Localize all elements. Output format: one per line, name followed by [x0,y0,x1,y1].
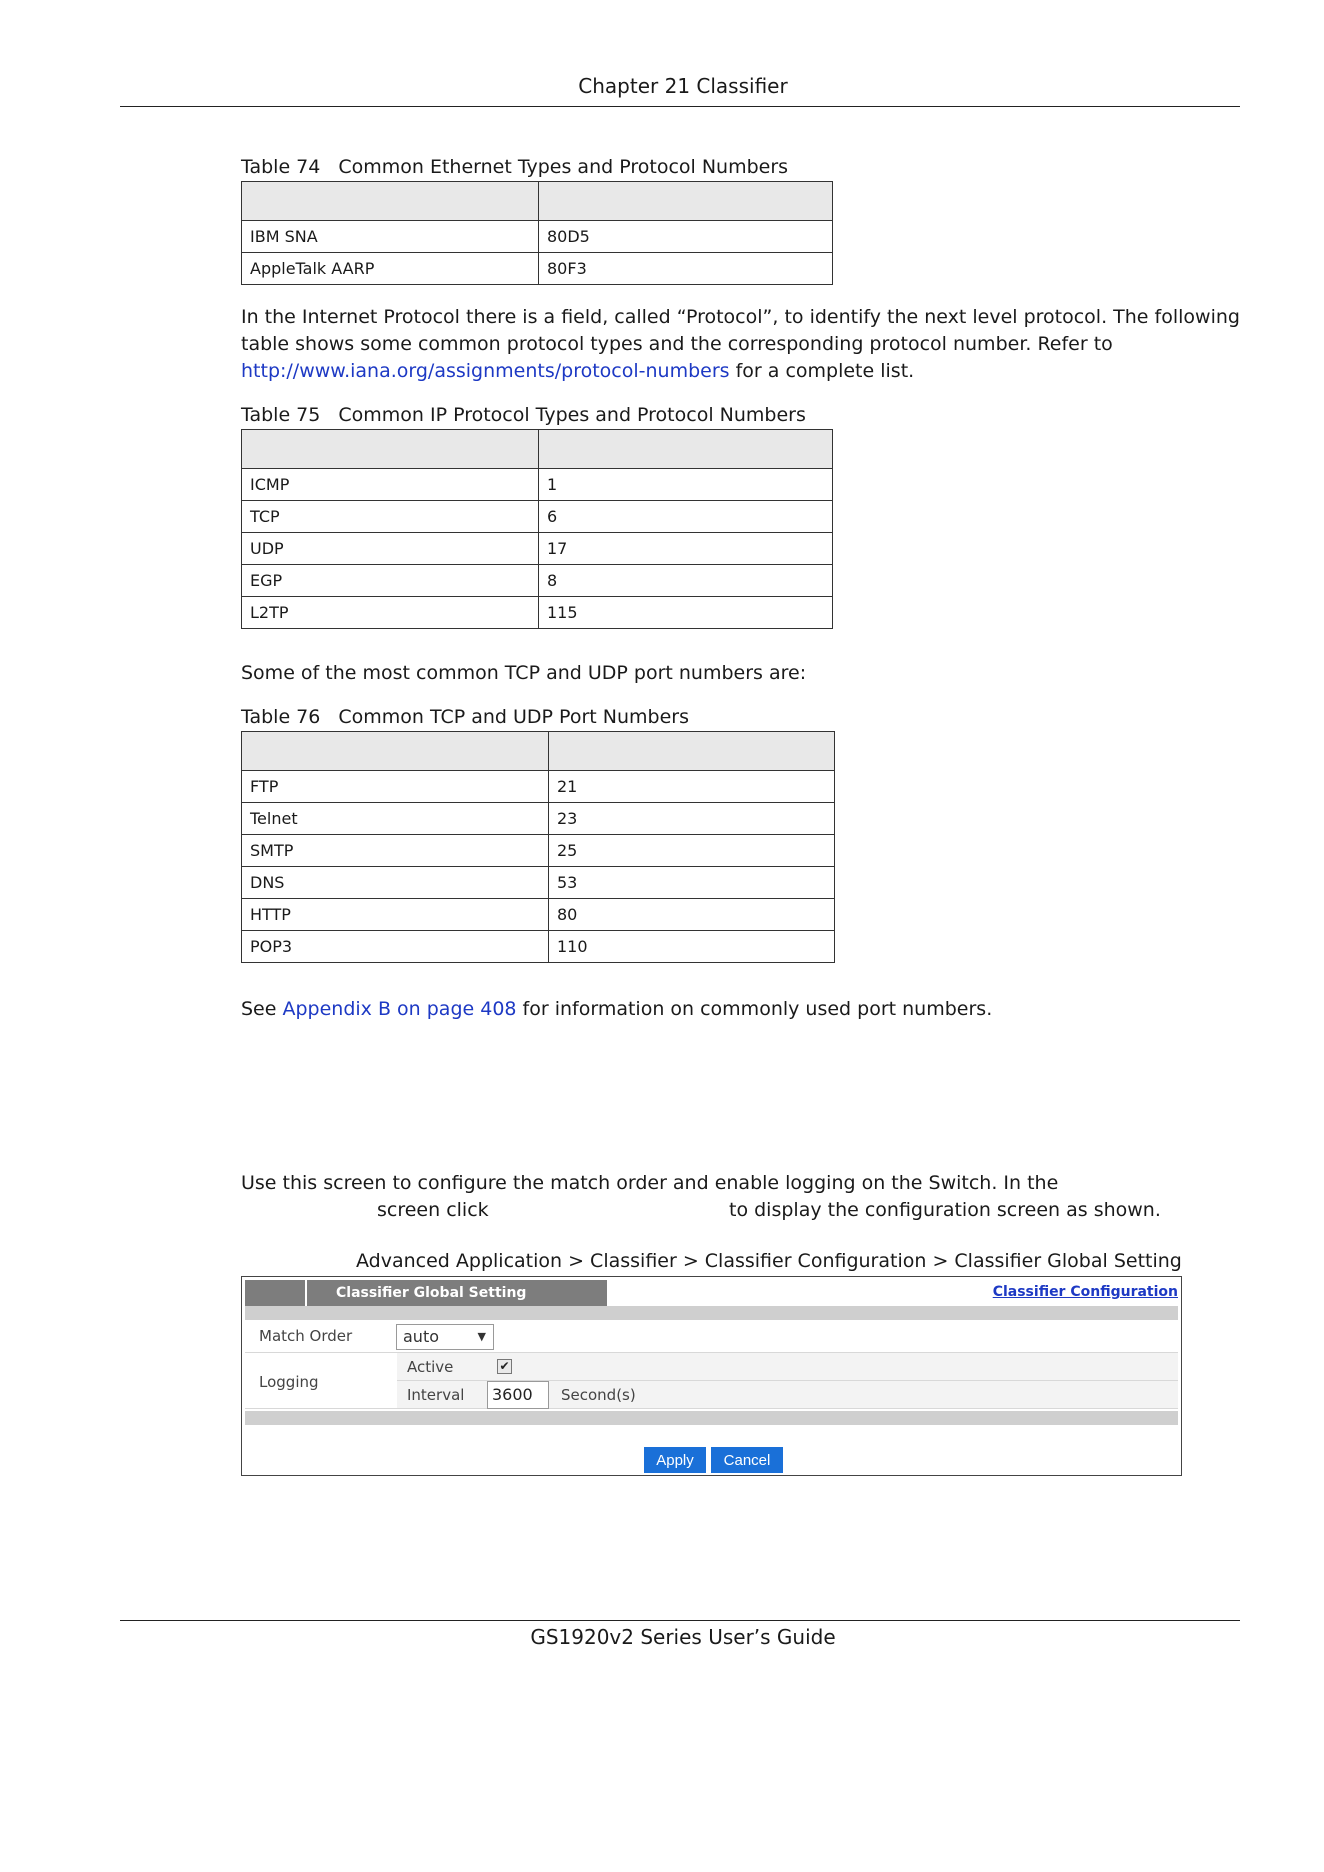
column-header [549,732,835,771]
panel-tab-spacer [245,1280,305,1306]
table-cell: 23 [549,803,835,835]
table-row [242,565,833,597]
table-75-caption [241,404,806,426]
paragraph-port-intro: Some of the most common TCP and UDP port numbers are: [241,662,807,684]
page-footer: GS1920v2 Series User’s Guide [530,1625,836,1649]
iana-link[interactable]: http://www.iana.org/assignments/protocol-numbers [241,360,730,382]
classifier-configuration-link[interactable]: Classifier Configuration [992,1284,1178,1300]
table-74-caption [241,156,788,178]
table-76-caption [241,706,689,728]
active-subrow [397,1353,1178,1381]
table-title: Common IP Protocol Types and Protocol Numbers [338,404,806,426]
table-header-row [242,182,833,221]
table-cell: 80 [549,899,835,931]
column-header [539,182,833,221]
match-order-row [245,1320,1178,1353]
table-76 [241,731,835,963]
panel-separator [245,1411,1178,1425]
paragraph-fragment: screen click [377,1199,489,1221]
panel-separator [245,1306,1178,1320]
table-cell: Telnet [242,803,549,835]
paragraph-text: In the Internet Protocol there is a field, called “Protocol”, to identify the next level protocol. The following table shows some common protocol types and the corresponding protocol number. Refer to [241,306,1240,355]
paragraph-text: See [241,998,283,1020]
table-number: Table 74 [241,156,321,178]
column-header [242,182,539,221]
paragraph-screen-intro: Use this screen to configure the match order and enable logging on the Switch. In the [241,1172,1059,1194]
logging-label: Logging [259,1373,319,1391]
active-checkbox[interactable] [497,1359,512,1374]
table-row [242,533,833,565]
match-order-label: Match Order [259,1327,353,1345]
table-cell: L2TP [242,597,539,629]
interval-input[interactable] [487,1381,549,1409]
checkmark-icon: ✔ [499,1359,510,1373]
table-cell: 25 [549,835,835,867]
table-cell: IBM SNA [242,221,539,253]
appendix-link[interactable]: Appendix B on page 408 [282,998,517,1020]
table-title: Common Ethernet Types and Protocol Numbers [338,156,789,178]
table-row [242,253,833,285]
page-header: Chapter 21 Classifier [578,74,788,98]
table-row [242,597,833,629]
chevron-down-icon: ▼ [477,1330,486,1343]
table-row [242,469,833,501]
interval-subrow [397,1381,1178,1408]
table-cell: TCP [242,501,539,533]
logging-row [245,1353,1178,1409]
table-cell: 80D5 [539,221,833,253]
interval-label: Interval [407,1386,465,1404]
table-cell: 8 [539,565,833,597]
table-cell: SMTP [242,835,549,867]
cancel-button[interactable]: Cancel [711,1447,783,1473]
table-cell: 80F3 [539,253,833,285]
interval-unit: Second(s) [561,1386,636,1404]
table-cell: FTP [242,771,549,803]
paragraph-tail: for a complete list. [729,360,915,382]
panel-tab [307,1280,607,1306]
apply-button[interactable]: Apply [644,1447,706,1473]
table-row [242,803,835,835]
paragraph-appendix-ref [241,996,1241,1023]
table-cell: 17 [539,533,833,565]
table-number: Table 75 [241,404,321,426]
table-cell: 110 [549,931,835,963]
table-number: Table 76 [241,706,321,728]
table-title: Common TCP and UDP Port Numbers [338,706,689,728]
table-cell: HTTP [242,899,549,931]
table-cell: EGP [242,565,539,597]
column-header [539,430,833,469]
table-cell: AppleTalk AARP [242,253,539,285]
table-74 [241,181,833,285]
panel-tab-title: Classifier Global Setting [336,1285,527,1301]
table-cell: 1 [539,469,833,501]
table-cell: POP3 [242,931,549,963]
panel-title-bar [245,1280,1178,1302]
classifier-global-setting-panel [241,1276,1182,1476]
table-cell: UDP [242,533,539,565]
table-row [242,931,835,963]
table-cell: DNS [242,867,549,899]
header-rule [120,106,1240,107]
paragraph-fragment: to display the configuration screen as shown. [729,1199,1161,1221]
table-row [242,771,835,803]
table-cell: ICMP [242,469,539,501]
table-header-row [242,732,835,771]
table-row [242,835,835,867]
column-header [242,732,549,771]
match-order-select[interactable] [396,1324,494,1350]
table-75 [241,429,833,629]
table-row [242,221,833,253]
paragraph-tail: for information on commonly used port numbers. [516,998,993,1020]
table-row [242,501,833,533]
table-cell: 6 [539,501,833,533]
footer-rule [120,1620,1240,1621]
figure-caption: Advanced Application > Classifier > Classifier Configuration > Classifier Global Setting [356,1250,1182,1272]
table-cell: 115 [539,597,833,629]
table-cell: 53 [549,867,835,899]
column-header [242,430,539,469]
table-header-row [242,430,833,469]
match-order-value: auto [403,1327,440,1346]
active-label: Active [407,1358,454,1376]
table-cell: 21 [549,771,835,803]
table-row [242,899,835,931]
interval-value: 3600 [492,1385,533,1404]
paragraph-protocol-intro [241,304,1241,385]
table-row [242,867,835,899]
